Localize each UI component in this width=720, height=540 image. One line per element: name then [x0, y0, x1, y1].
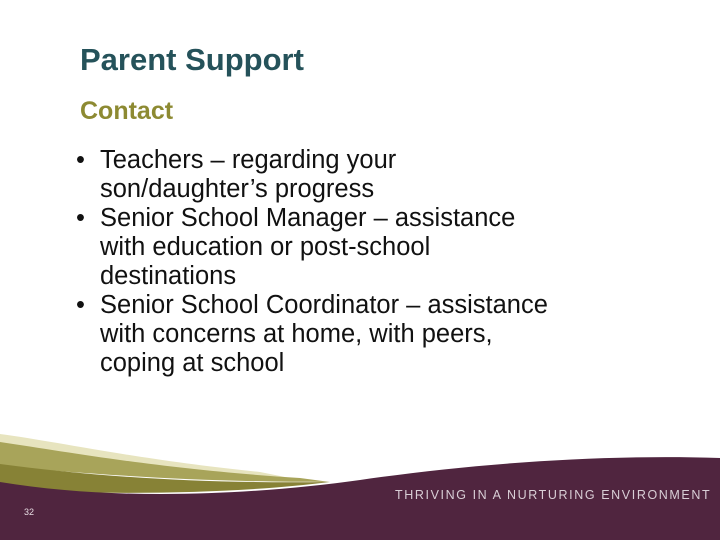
footer-tagline: THRIVING IN A NURTURING ENVIRONMENT [395, 488, 712, 502]
bullet-marker: • [76, 204, 85, 232]
bullet-marker: • [76, 291, 85, 319]
bullet-line: with education or post-school [100, 233, 431, 261]
bullet-line: Senior School Manager – assistance [100, 204, 516, 232]
bullet-line: son/daughter’s progress [100, 175, 375, 203]
bullet-list [76, 146, 686, 378]
bullet-line: Senior School Coordinator – assistance [100, 291, 548, 319]
slide-title: Parent Support [80, 42, 304, 77]
footer-swoosh-graphic [0, 420, 720, 540]
bullet-line: with concerns at home, with peers, [100, 320, 493, 348]
bullet-item [76, 204, 686, 291]
bullet-line: Teachers – regarding your [100, 146, 397, 174]
slide-subtitle: Contact [80, 97, 174, 125]
bullet-marker: • [76, 146, 85, 174]
bullet-line: coping at school [100, 349, 285, 377]
bullet-item [76, 291, 686, 378]
bullet-line: destinations [100, 262, 237, 290]
bullet-item [76, 146, 686, 204]
page-number: 32 [24, 507, 35, 517]
